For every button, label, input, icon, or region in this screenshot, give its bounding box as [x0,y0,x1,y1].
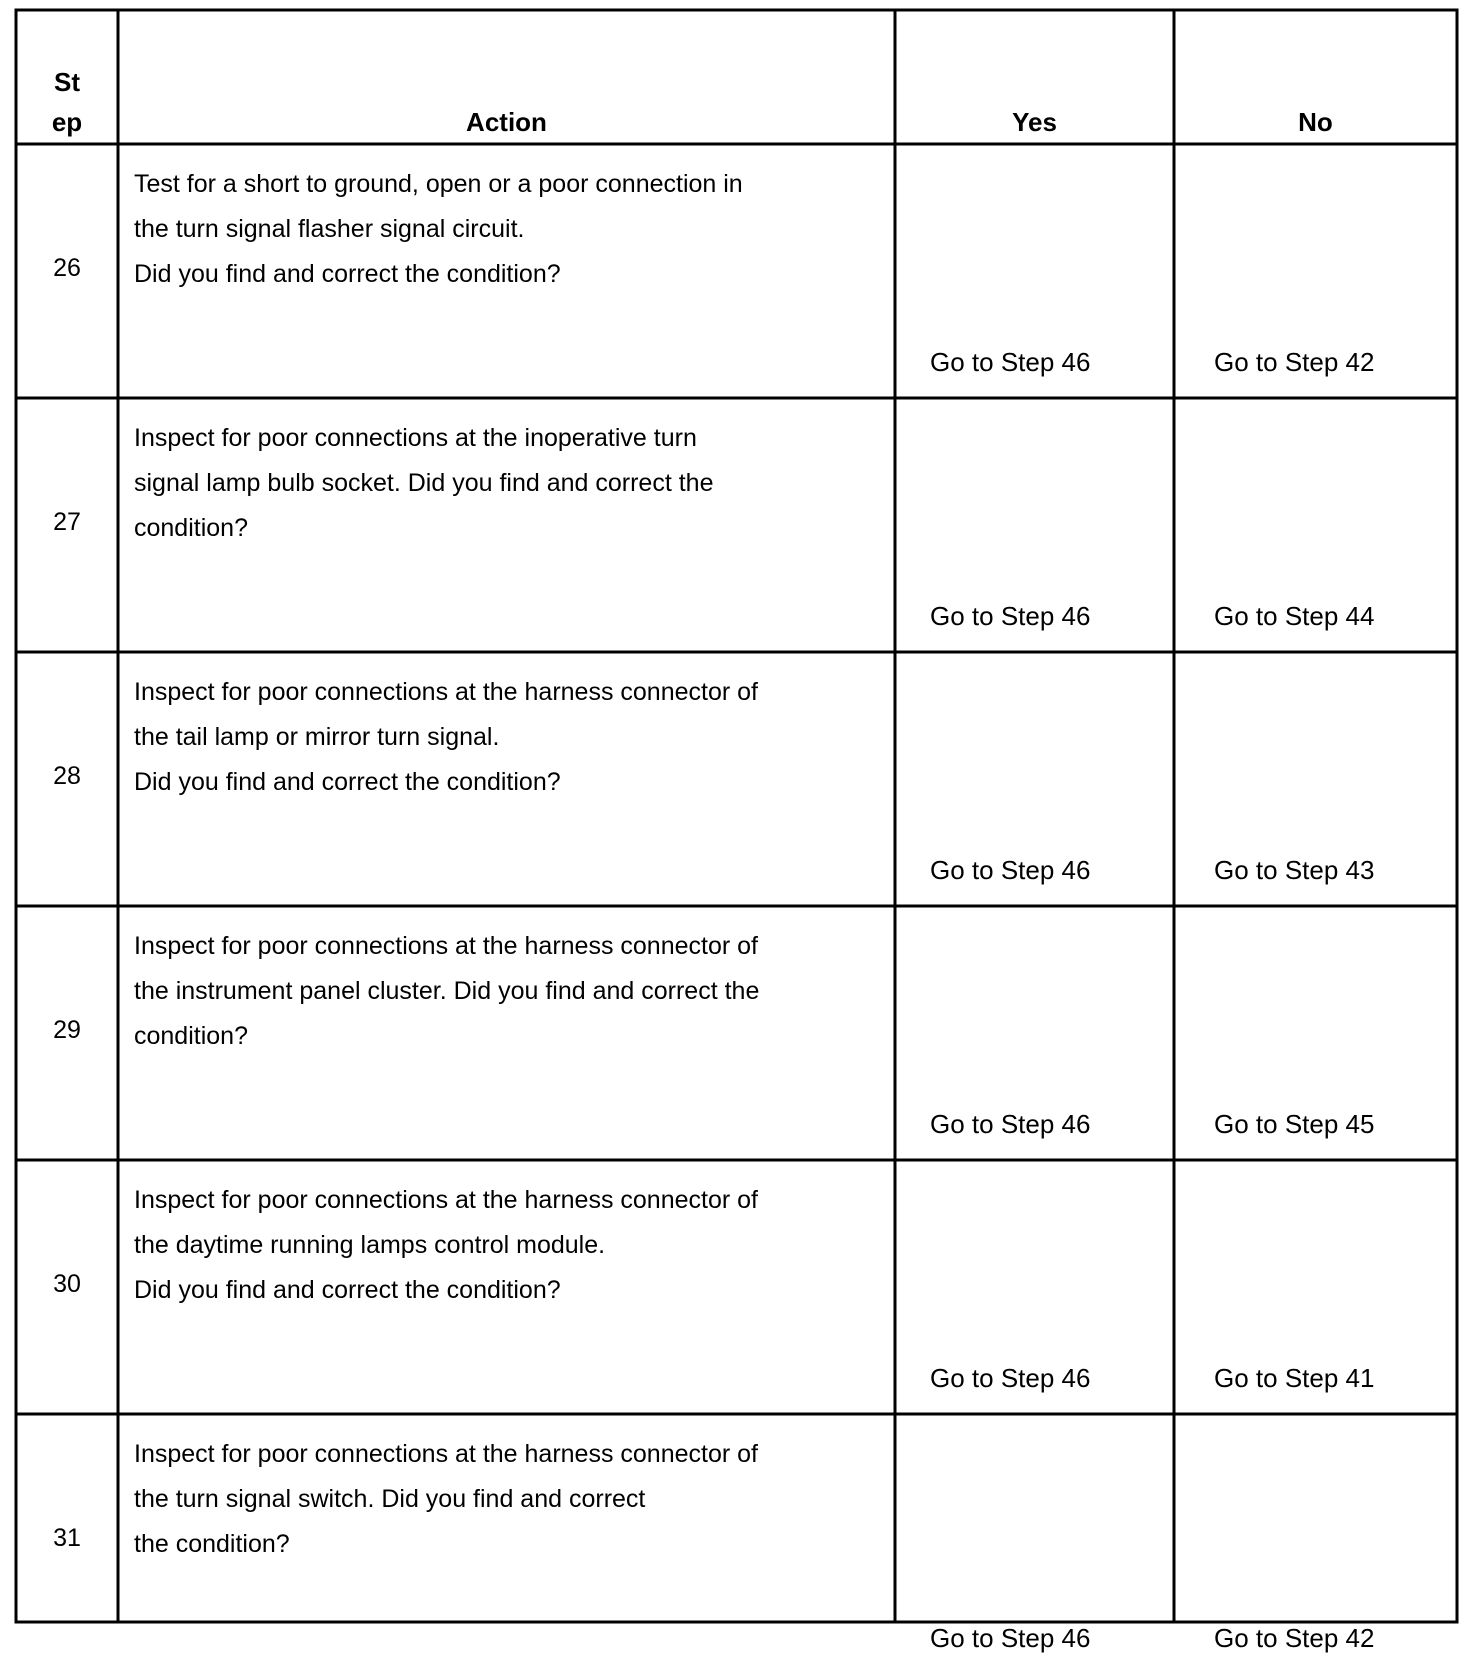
step-number: 29 [53,1016,81,1044]
action-line: Inspect for poor connections at the inoperative turn [134,424,697,452]
action-text [134,1178,884,1313]
step-number: 27 [53,508,81,536]
no-goto: Go to Step 42 [1214,1623,1375,1653]
action-line: Inspect for poor connections at the harness connector of [134,932,758,960]
action-line: the instrument panel cluster. Did you find and correct the [134,977,760,1005]
step-number: 30 [53,1270,81,1298]
action-line: Did you find and correct the condition? [134,768,561,796]
action-line: Did you find and correct the condition? [134,1276,561,1304]
header-no: No [1298,107,1333,137]
action-text [134,1432,884,1567]
yes-goto: Go to Step 46 [930,855,1091,885]
no-goto: Go to Step 44 [1214,601,1375,631]
no-goto: Go to Step 43 [1214,855,1375,885]
action-line: the turn signal switch. Did you find and correct [134,1485,646,1513]
step-number: 31 [53,1524,81,1552]
action-line: signal lamp bulb socket. Did you find and correct the [134,469,714,497]
action-line: the tail lamp or mirror turn signal. [134,723,500,751]
action-line: Inspect for poor connections at the harness connector of [134,1186,758,1214]
action-text [134,924,884,1059]
action-line: Did you find and correct the condition? [134,260,561,288]
header-step [16,62,118,142]
step-number: 26 [53,254,81,282]
header-step-line2: ep [51,107,83,137]
yes-goto: Go to Step 46 [930,1109,1091,1139]
action-text [134,670,884,805]
step-number: 28 [53,762,81,790]
yes-goto: Go to Step 46 [930,347,1091,377]
action-line: the condition? [134,1530,290,1558]
yes-goto: Go to Step 46 [930,1363,1091,1393]
no-goto: Go to Step 42 [1214,347,1375,377]
header-action: Action [466,107,547,137]
action-line: condition? [134,514,248,542]
no-goto: Go to Step 45 [1214,1109,1375,1139]
action-text [134,162,884,297]
action-line: Test for a short to ground, open or a poor connection in [134,170,743,198]
action-line: Inspect for poor connections at the harness connector of [134,678,758,706]
yes-goto: Go to Step 46 [930,601,1091,631]
no-goto: Go to Step 41 [1214,1363,1375,1393]
action-text [134,416,884,551]
action-line: condition? [134,1022,248,1050]
header-yes: Yes [1012,107,1057,137]
header-step-line1: St [54,67,80,97]
action-line: the daytime running lamps control module. [134,1231,606,1259]
action-line: the turn signal flasher signal circuit. [134,215,525,243]
action-line: Inspect for poor connections at the harness connector of [134,1440,758,1468]
yes-goto: Go to Step 46 [930,1623,1091,1653]
